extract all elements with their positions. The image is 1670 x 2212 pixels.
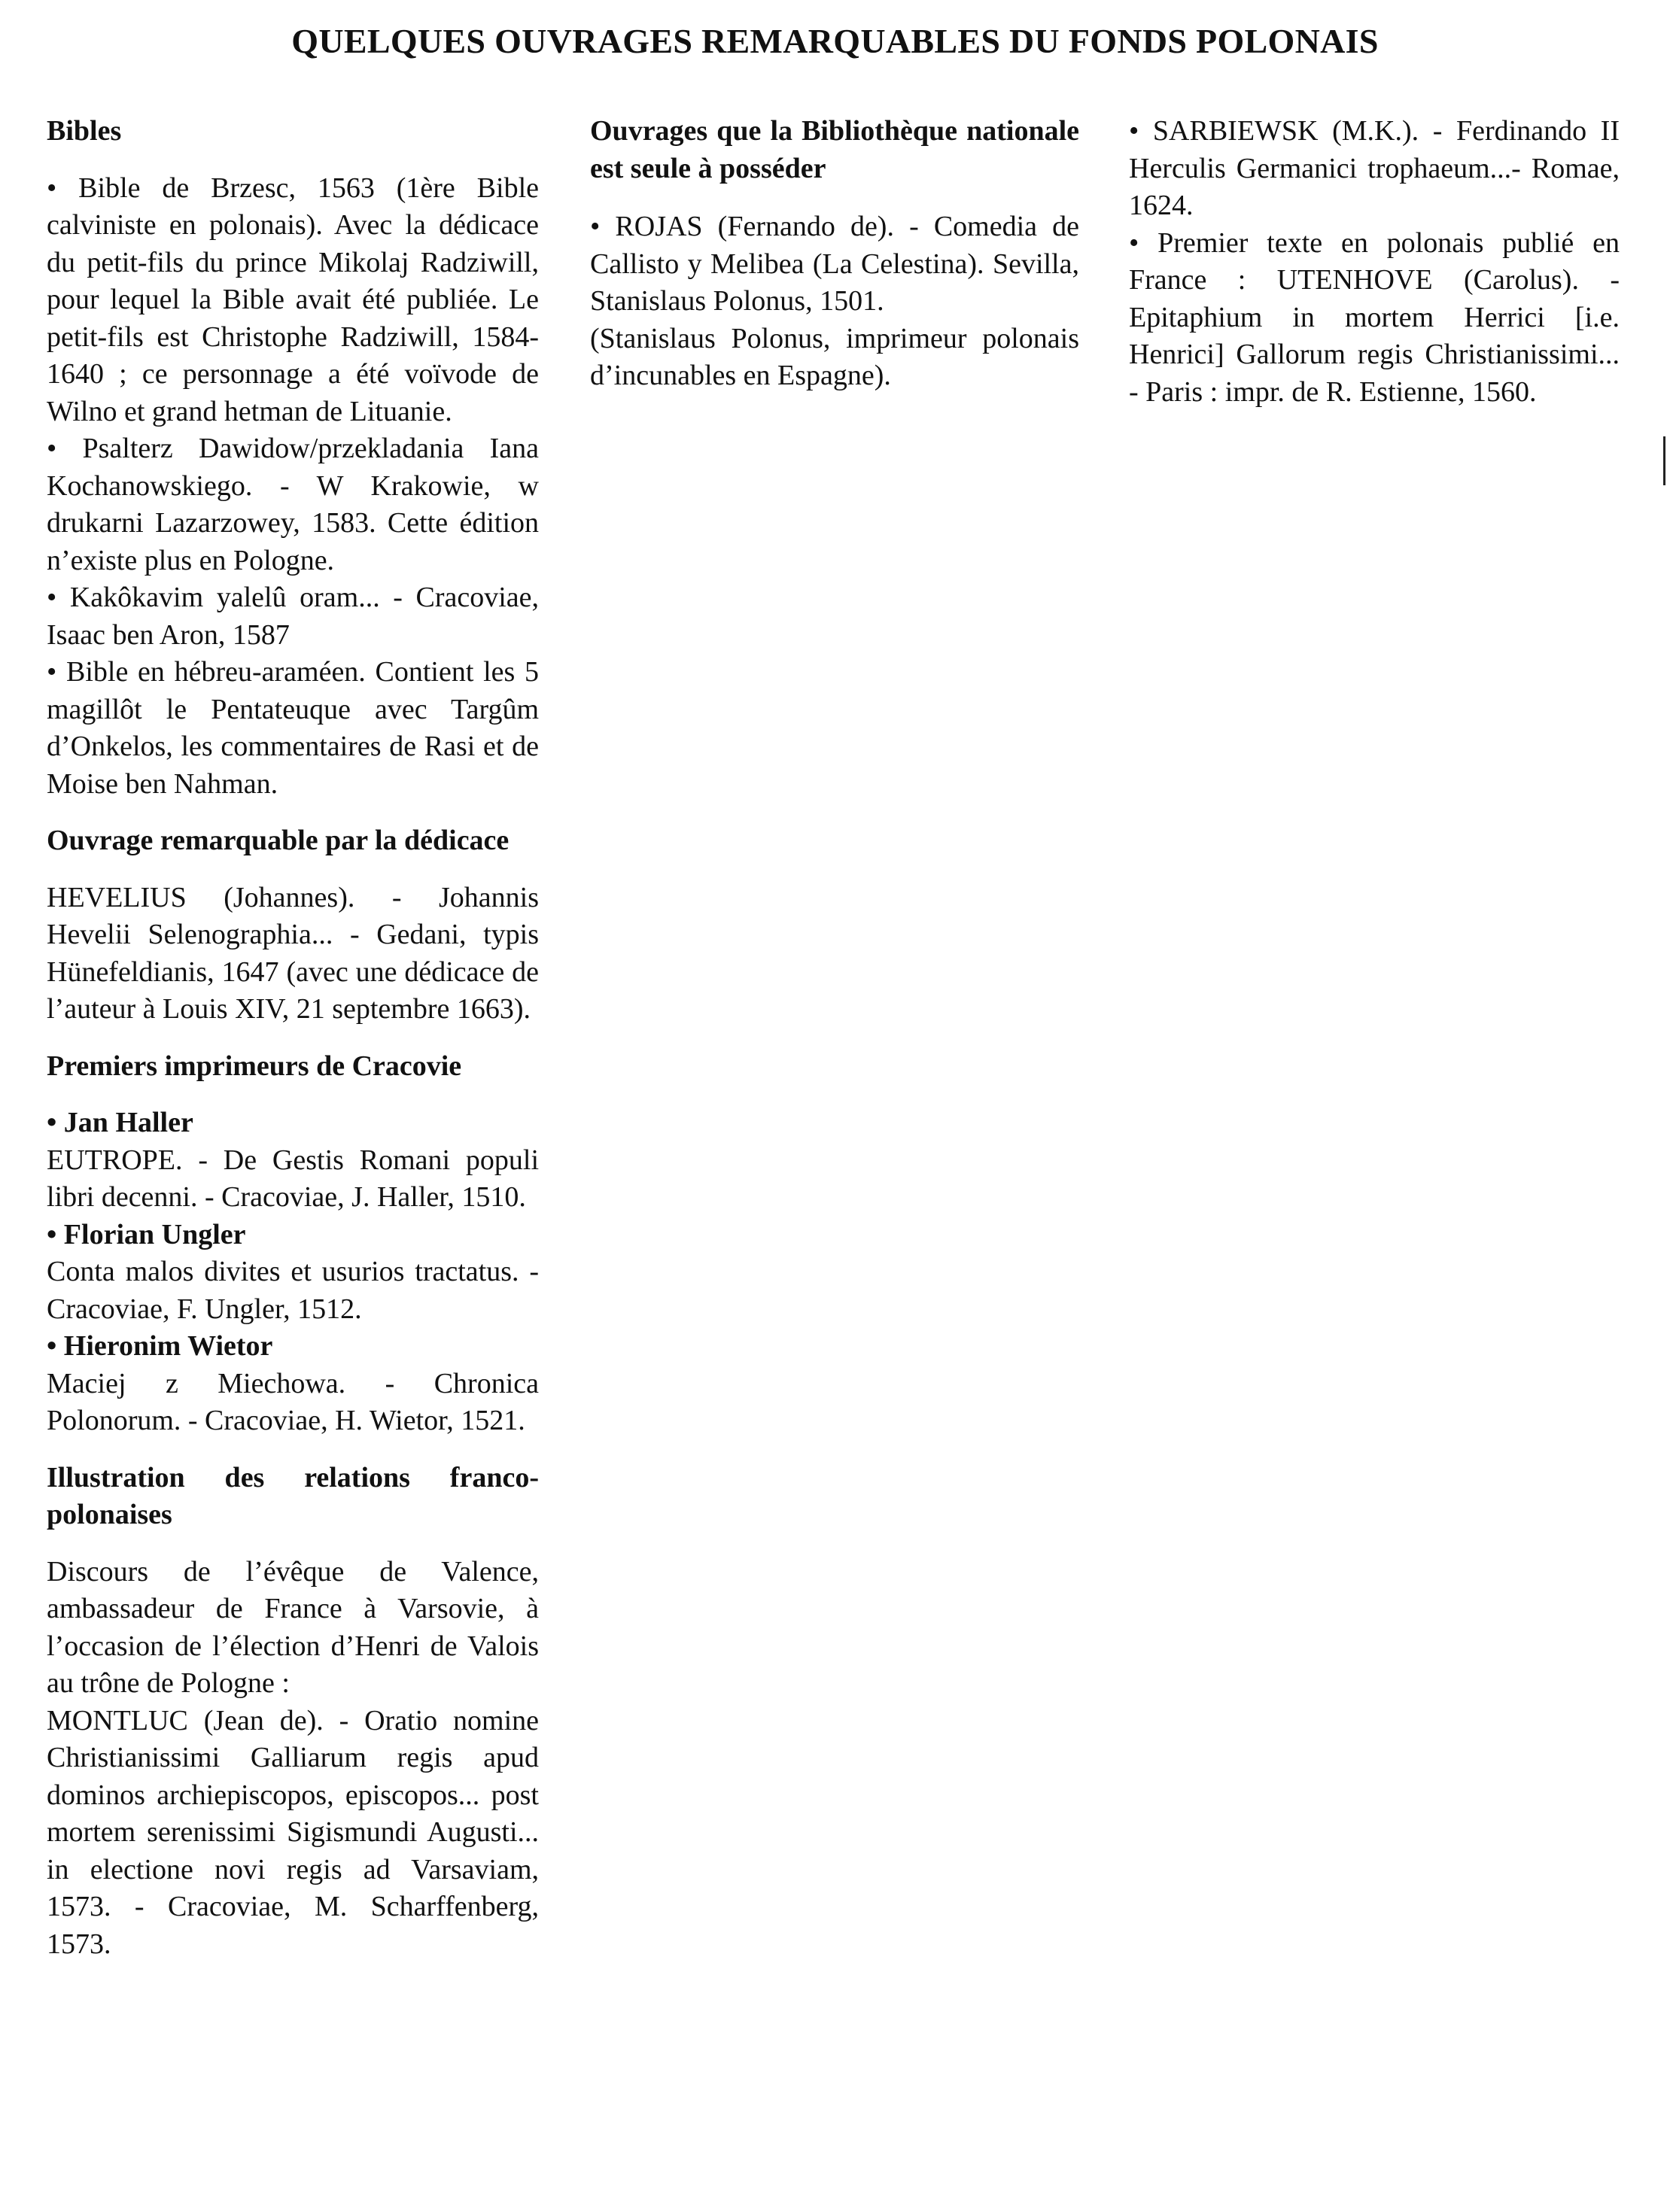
relations-intro: Discours de l’évêque de Valence, ambassadeur de France à Varsovie, à l’occasion de l’élection d’Henri de Valois au trône de Pologne :	[47, 1555, 539, 1699]
section-heading-dedicace: Ouvrage remarquable par la dédicace	[47, 825, 510, 856]
section-heading-bibles: Bibles	[47, 115, 122, 147]
page-edge-mark	[1663, 436, 1665, 485]
bn-entry: • ROJAS (Fernando de). - Comedia de Callisto y Melibea (La Celestina). Sevilla, Stanislaus Polonus, 1501.	[590, 211, 1079, 317]
column-left	[47, 113, 539, 1983]
section-heading-imprimeurs: Premiers imprimeurs de Cracovie	[47, 1050, 462, 1082]
page-title: QUELQUES OUVRAGES REMARQUABLES DU FONDS POLONAIS	[291, 22, 1379, 60]
printer-name: • Florian Ungler	[47, 1218, 246, 1250]
column-middle	[590, 113, 1079, 395]
bn-entry: (Stanislaus Polonus, imprimeur polonais d’incunables en Espagne).	[590, 322, 1079, 391]
right-entry: • SARBIEWSK (M.K.). - Ferdinando II Herculis Germanici trophaeum...- Romae, 1624.	[1129, 115, 1620, 221]
section-heading-relations: Illustration des relations franco-polonaises	[47, 1461, 539, 1530]
section-dedicace	[47, 822, 539, 1029]
column-right	[1129, 113, 1620, 411]
printer-work: EUTROPE. - De Gestis Romani populi libri decenni. - Cracoviae, J. Haller, 1510.	[47, 1144, 539, 1213]
printer-name: • Hieronim Wietor	[47, 1330, 273, 1362]
relations-entry: MONTLUC (Jean de). - Oratio nomine Christianissimi Galliarum regis apud dominos archiepiscopos, episcopos... post mortem serenissimi Sigismundi Augusti... in electione novi regis ad Varsaviam, 1573. - Cracoviae, M. Scharffenberg, 1573.	[47, 1704, 539, 1960]
bible-entry: • Bible en hébreu-araméen. Contient les 5 magillôt le Pentateuque avec Targûm d’Onkelos, les commentaires de Rasi et de Moise ben Nahman.	[47, 656, 539, 800]
printer-name: • Jan Haller	[47, 1107, 193, 1138]
printer-work: Conta malos divites et usurios tractatus. - Cracoviae, F. Ungler, 1512.	[47, 1256, 539, 1325]
right-entry: • Premier texte en polonais publié en France : UTENHOVE (Carolus). - Epitaphium in mortem Herrici [i.e. Henrici] Gallorum regis Christianissimi... - Paris : impr. de R. Estienne, 1560.	[1129, 226, 1620, 408]
printer-work: Maciej z Miechowa. - Chronica Polonorum. - Cracoviae, H. Wietor, 1521.	[47, 1367, 539, 1436]
dedicace-entry: HEVELIUS (Johannes). - Johannis Hevelii Selenographia... - Gedani, typis Hünefeldianis, 1647 (avec une dédicace de l’auteur à Louis XIV, 21 septembre 1663).	[47, 881, 539, 1025]
section-imprimeurs	[47, 1048, 539, 1440]
section-relations	[47, 1460, 539, 1964]
section-heading-bn-seule: Ouvrages que la Bibliothèque nationale est seule à posséder	[590, 115, 1079, 184]
bible-entry: • Kakôkavim yalelû oram... - Cracoviae, Isaac ben Aron, 1587	[47, 582, 539, 651]
section-bibles	[47, 113, 539, 803]
bible-entry: • Psalterz Dawidow/przekladania Iana Kochanowskiego. - W Krakowie, w drukarni Lazarzowey, 1583. Cette édition n’existe plus en Pologne.	[47, 433, 539, 576]
bible-entry: • Bible de Brzesc, 1563 (1ère Bible calviniste en polonais). Avec la dédicace du petit-fils du prince Mikolaj Radziwill, pour lequel la Bible avait été publiée. Le petit-fils est Christophe Radziwill, 1584- 1640 ; ce personnage a été voïvode de Wilno et grand hetman de Lituanie.	[47, 172, 539, 427]
